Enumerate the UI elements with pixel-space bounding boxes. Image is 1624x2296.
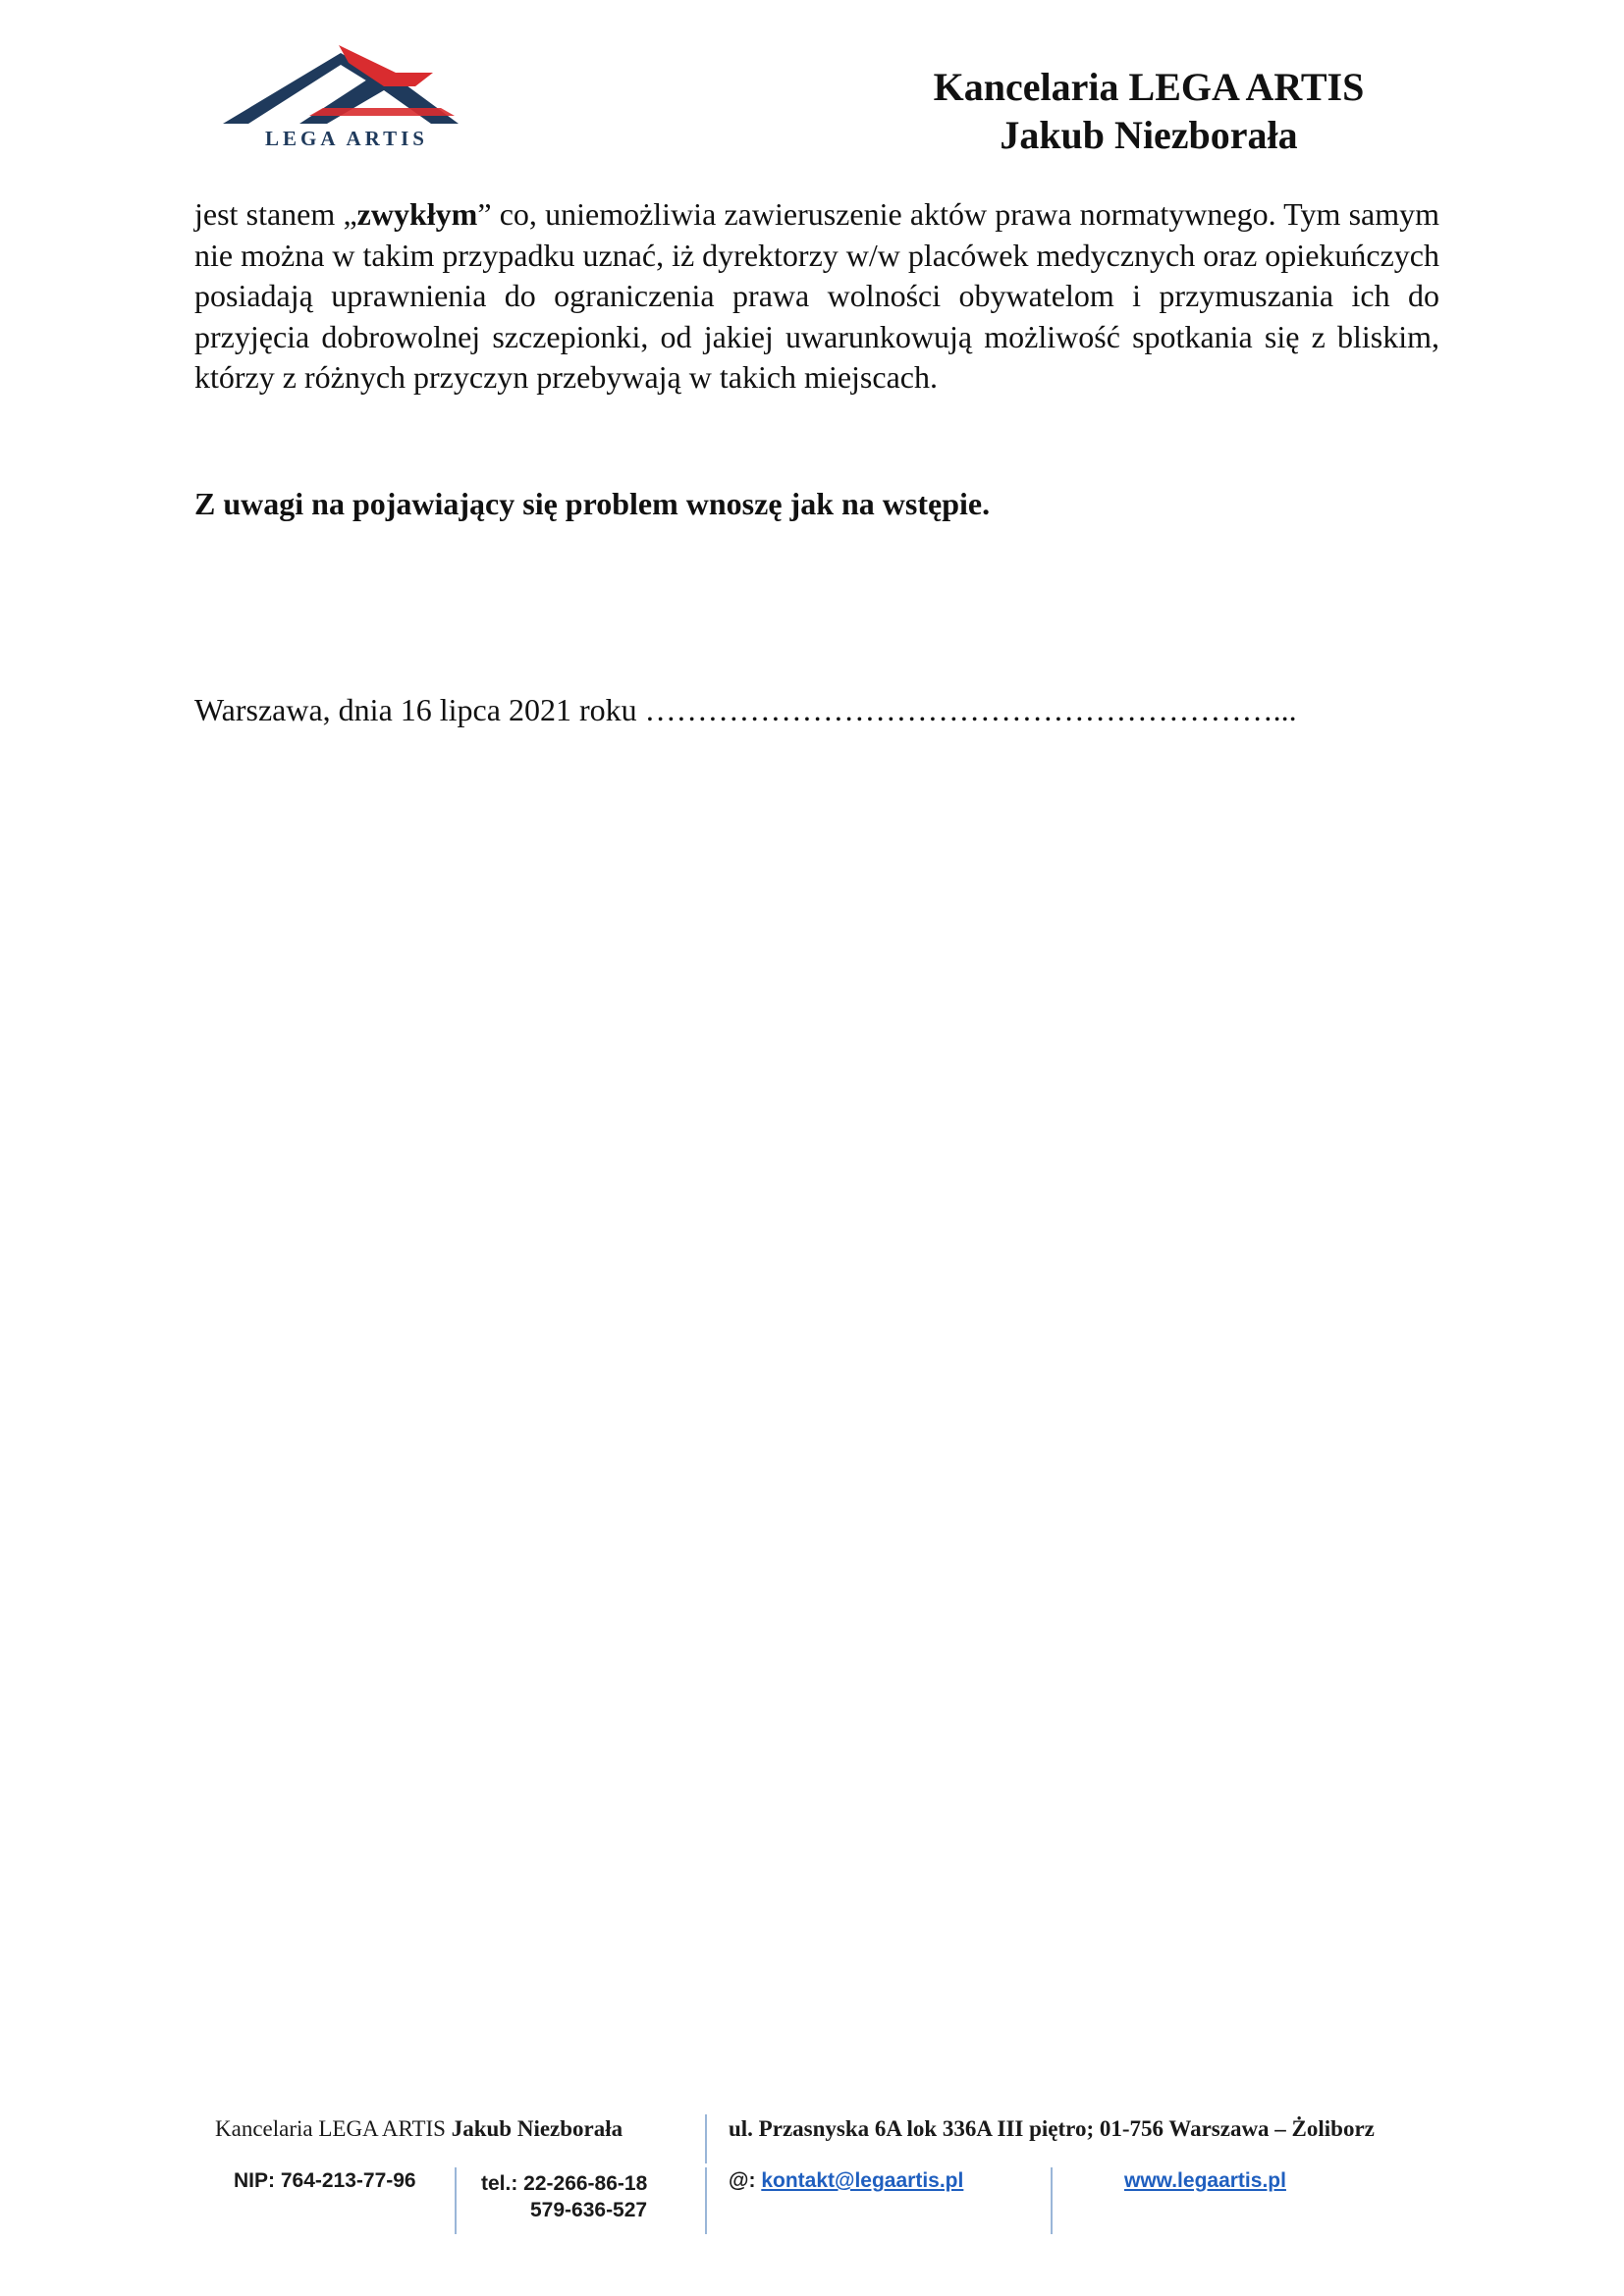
- page-footer: [0, 2109, 1624, 2256]
- footer-email: [729, 2169, 963, 2193]
- footer-firm: [215, 2116, 623, 2142]
- website-link[interactable]: www.legaartis.pl: [1124, 2169, 1286, 2192]
- lawyer-name: Jakub Niezborała: [1000, 113, 1298, 157]
- footer-phone-2: 579-636-527: [530, 2199, 648, 2221]
- letter-body: [194, 194, 1439, 399]
- firm-header: [844, 63, 1453, 159]
- body-text-rest: ” co, uniemożliwia zawieruszenie aktów prawa normatywnego. Tym samym nie można w takim przypadku uznać, iż dyrektorzy w/w placówek medycznych oraz opiekuńczych posiadają uprawnienia do ograniczenia prawa wolności obywatelom i przymuszania ich do przyjęcia dobrowolnej szczepionki, od jakiej uwarunkowują możliwość spotkania się z bliskim, którzy z różnych przyczyn przebywają w takich miejscach.: [194, 196, 1439, 395]
- body-text-start: jest stanem „: [194, 196, 357, 232]
- footer-firm-bold: Jakub Niezborała: [451, 2116, 623, 2141]
- firm-logo: [201, 37, 481, 153]
- closing-statement: Z uwagi na pojawiający się problem wnoszę jak na wstępie.: [194, 486, 991, 521]
- body-emphasis: zwykłym: [356, 196, 478, 232]
- body-paragraph: [194, 194, 1439, 399]
- logo-text: LEGA ARTIS: [265, 127, 428, 150]
- footer-website: [1124, 2169, 1286, 2193]
- footer-divider: [705, 2167, 707, 2234]
- footer-nip: NIP: 764-213-77-96: [234, 2169, 416, 2192]
- footer-phone-1: tel.: 22-266-86-18: [481, 2172, 648, 2195]
- footer-divider: [455, 2167, 457, 2234]
- email-prefix: @:: [729, 2169, 762, 2192]
- footer-firm-plain: Kancelaria LEGA ARTIS: [215, 2116, 452, 2141]
- firm-name: Kancelaria LEGA ARTIS: [933, 65, 1365, 109]
- date-signature-line: Warszawa, dnia 16 lipca 2021 roku ……………………………………………………...: [194, 692, 1297, 727]
- footer-divider: [1051, 2167, 1053, 2234]
- footer-divider: [705, 2114, 707, 2163]
- footer-address: ul. Przasnyska 6A lok 336A III piętro; 01-756 Warszawa – Żoliborz: [729, 2116, 1375, 2141]
- email-link[interactable]: kontakt@legaartis.pl: [761, 2169, 964, 2192]
